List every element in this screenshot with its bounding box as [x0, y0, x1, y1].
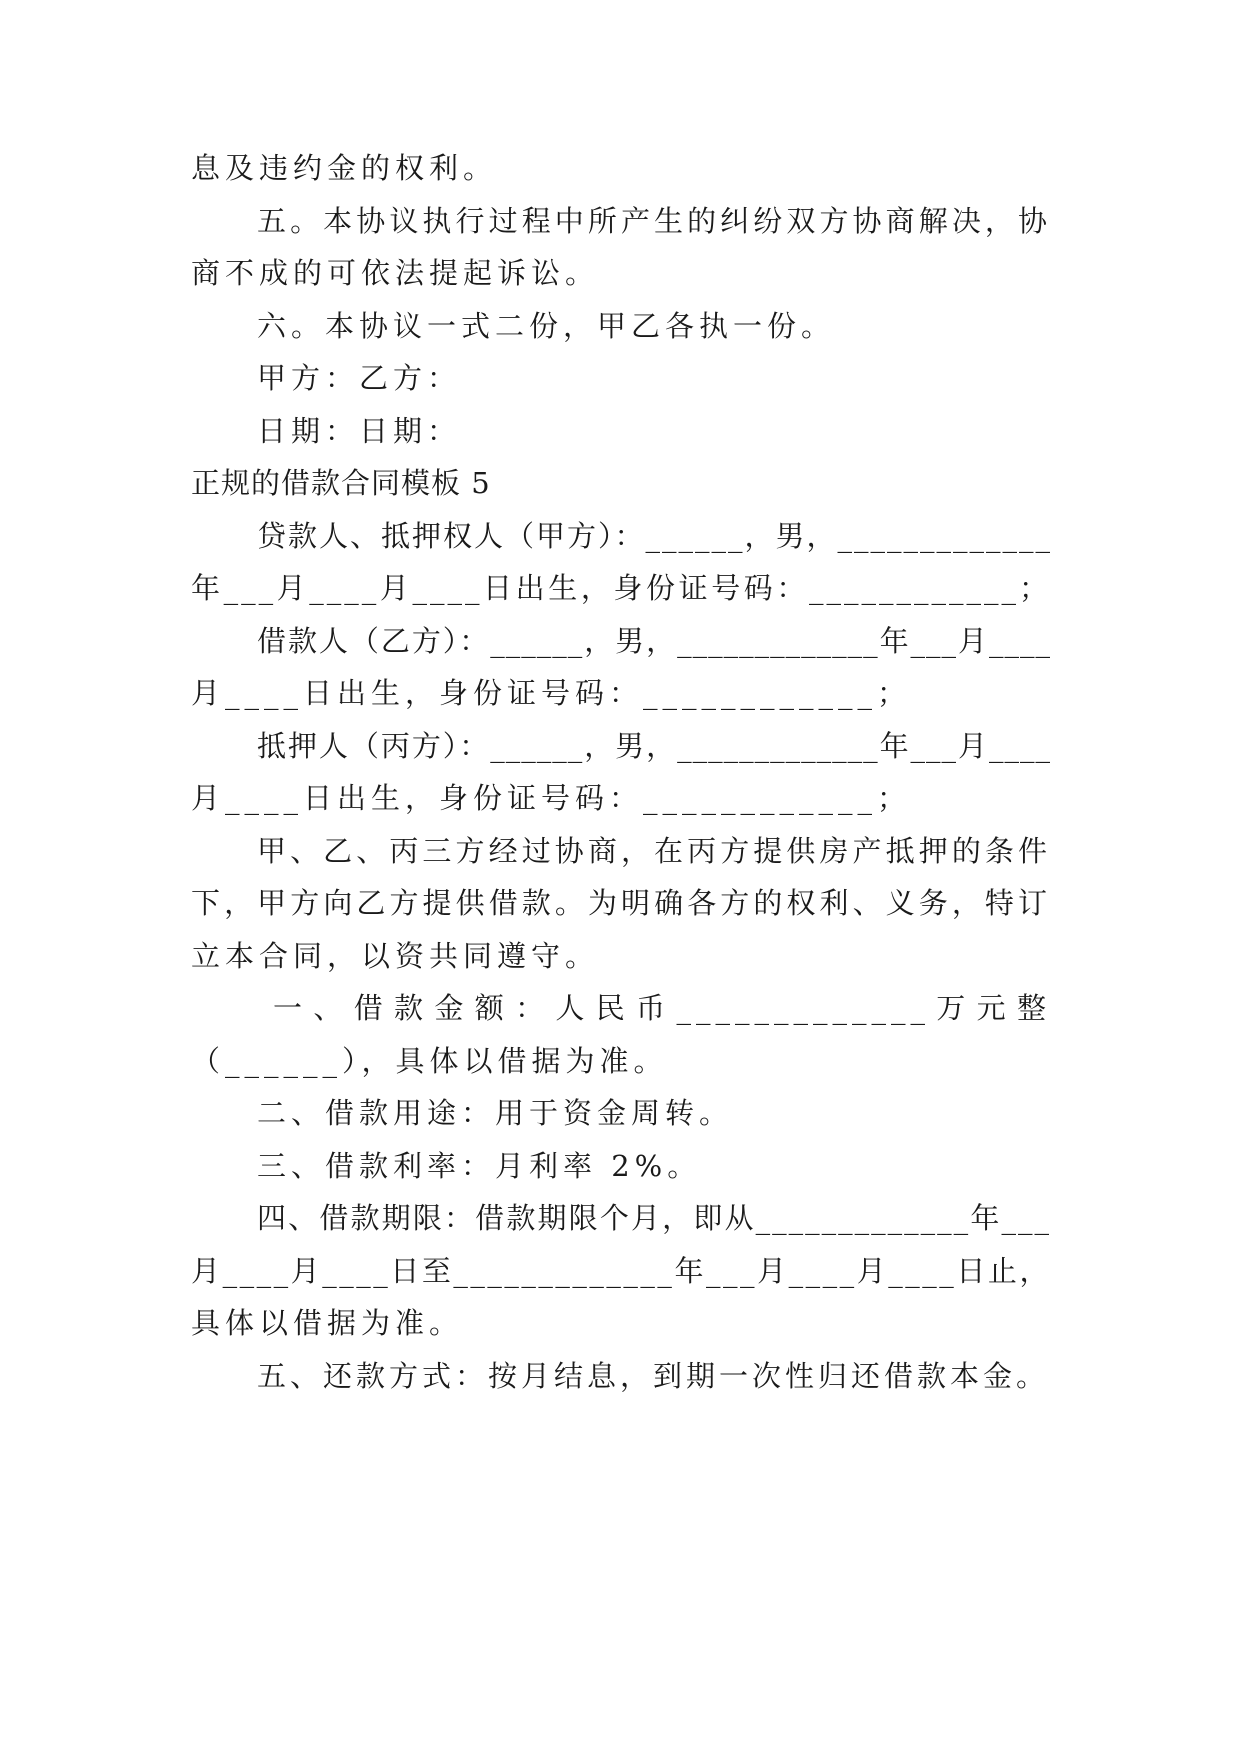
- paragraph-line: 抵押人（丙方）：______，男，_____________年___月____: [257, 729, 1051, 763]
- paragraph-line: 五、还款方式：按月结息，到期一次性归还借款本金。: [257, 1359, 1050, 1393]
- paragraph-line: 六。本协议一式二份，甲乙各执一份。: [257, 309, 836, 343]
- paragraph-line: 甲、乙、丙三方经过协商，在丙方提供房产抵押的条件: [257, 834, 1051, 868]
- paragraph-line: 借款人（乙方）：______，男，_____________年___月____: [257, 624, 1051, 658]
- paragraph-line: 商不成的可依法提起诉讼。: [191, 256, 600, 290]
- paragraph-line: 息及违约金的权利。: [191, 151, 498, 185]
- paragraph-line: 一、借款金额：人民币_____________万元整: [273, 991, 1051, 1025]
- paragraph-line: 下，甲方向乙方提供借款。为明确各方的权利、义务，特订: [191, 886, 1051, 920]
- paragraph-line: 具体以借据为准。: [191, 1306, 464, 1340]
- paragraph-line: 三、借款利率：月利率 2%。: [257, 1149, 702, 1183]
- date-line: 日期：日期：: [257, 414, 462, 448]
- paragraph-line: 二、借款用途：用于资金周转。: [257, 1096, 734, 1130]
- paragraph-line: 四、借款期限：借款期限个月，即从_____________年___: [257, 1201, 1051, 1235]
- paragraph-line: 月____日出生，身份证号码：____________；: [191, 781, 912, 815]
- paragraph-line: 月____日出生，身份证号码：____________；: [191, 676, 912, 710]
- paragraph-line: （______），具体以借据为准。: [191, 1044, 668, 1078]
- paragraph-line: 月____月____日至_____________年___月____月____日止，: [191, 1254, 1051, 1288]
- paragraph-line: 立本合同，以资共同遵守。: [191, 939, 600, 973]
- paragraph-line: 五。本协议执行过程中所产生的纠纷双方协商解决，协: [257, 204, 1051, 238]
- signature-line: 甲方：乙方：: [257, 361, 462, 395]
- section-heading: 正规的借款合同模板 5: [191, 466, 491, 500]
- paragraph-line: 年___月____月____日出生，身份证号码：____________；: [191, 571, 1051, 605]
- paragraph-line: 贷款人、抵押权人（甲方）：______，男，_____________: [257, 519, 1053, 553]
